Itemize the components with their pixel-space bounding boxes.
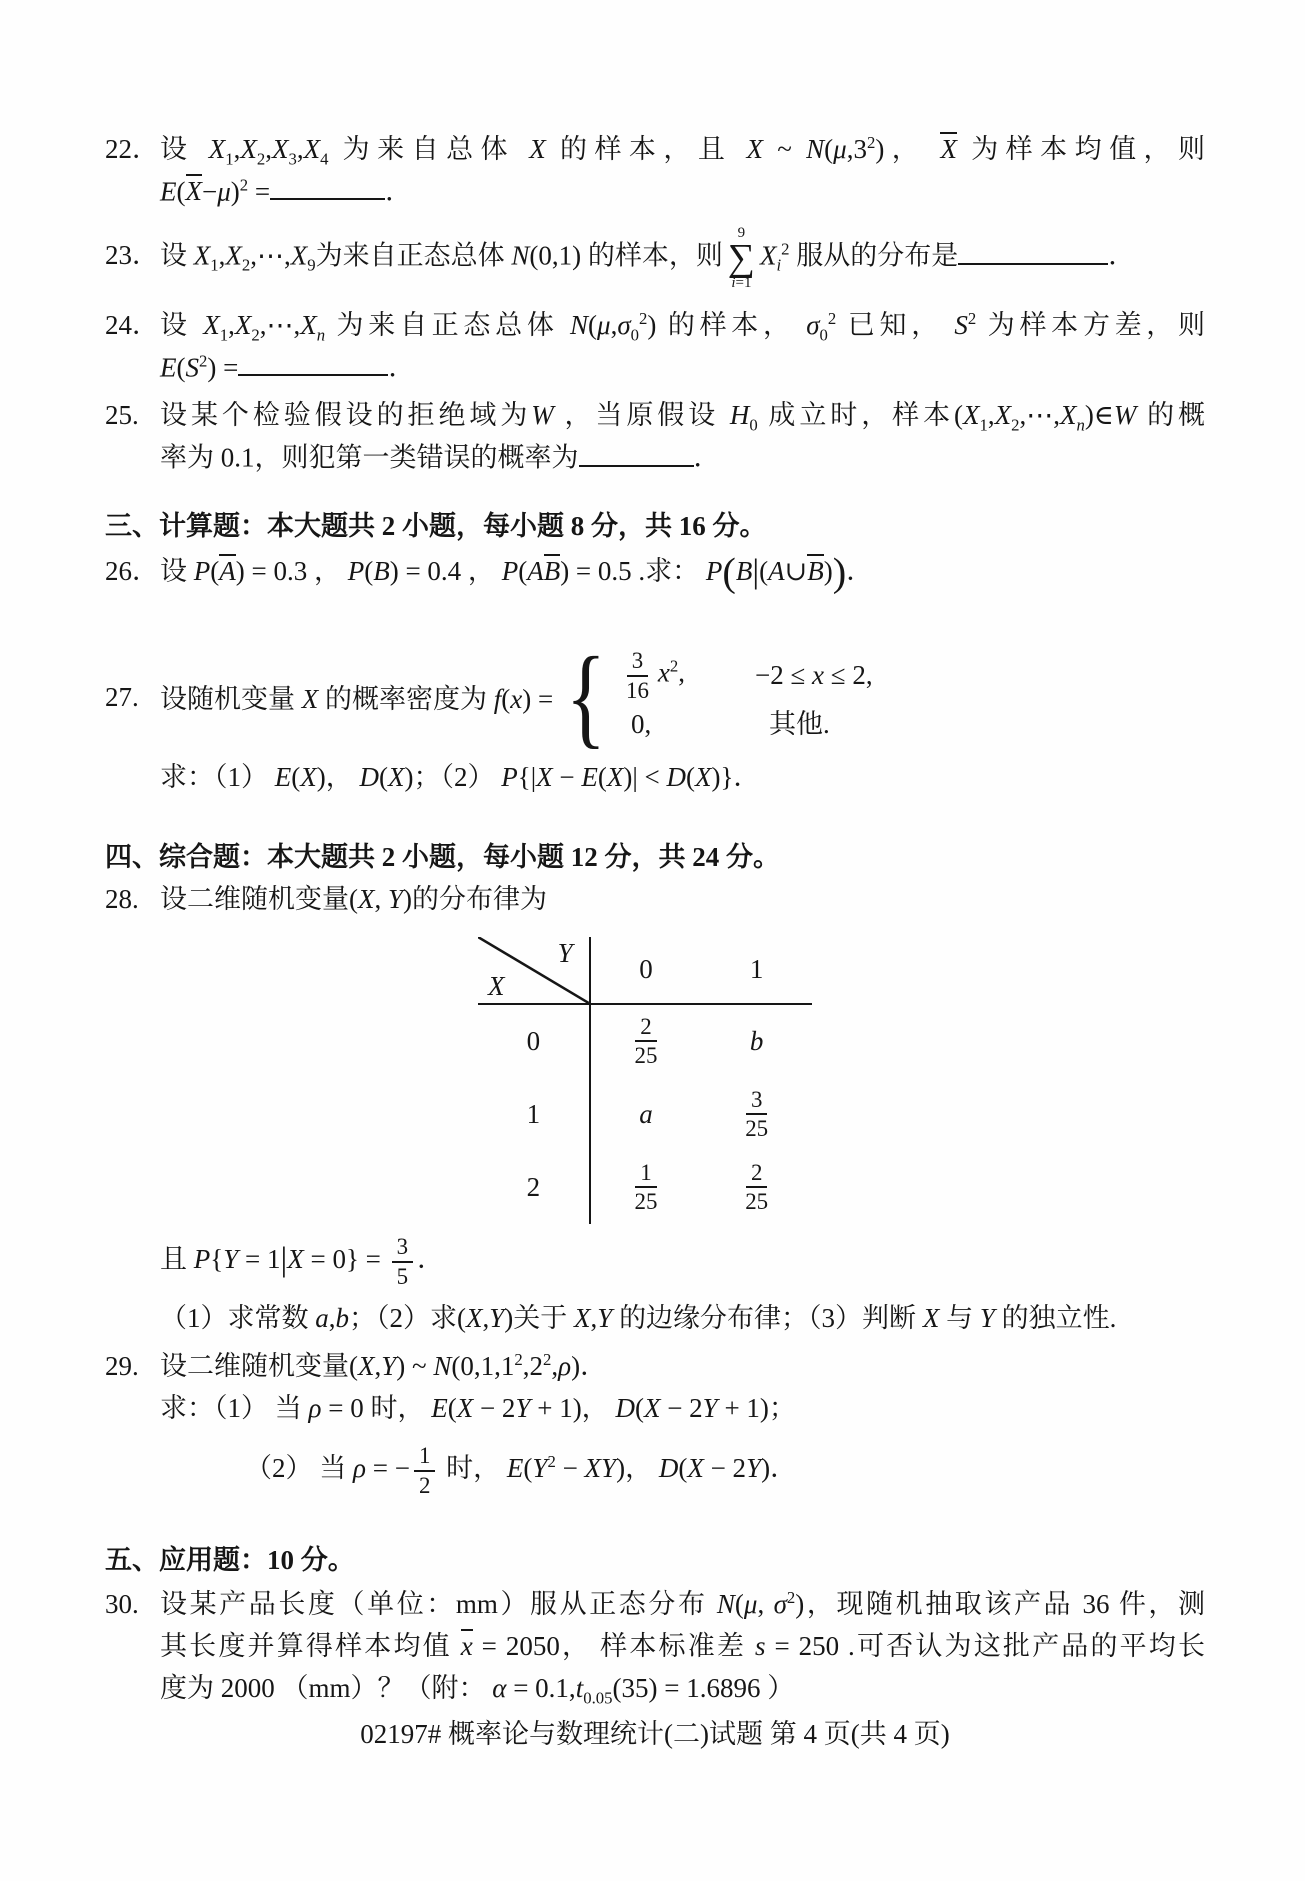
question-26 (105, 550, 1205, 593)
question-22-line-1: 设 $X_1,X_2,X_3,X_4$ 为来自总体 X 的样本，且 X ~ $N(\mu,3^2)$， X 为样本均值，则 (160, 133, 1206, 169)
question-23 (105, 225, 1205, 291)
question-28-intro: 设二维随机变量(X, Y)的分布律为 (160, 883, 548, 914)
question-28-parts: （1）求常数 a,b；（2）求(X,Y)关于 X,Y 的边缘分布律；（3）判断 X 与 Y 的独立性. (160, 1303, 1117, 1334)
case-1-value: $\frac{3}{16}$ $x^2$, (625, 648, 686, 703)
question-28 (105, 878, 1205, 920)
question-25 (105, 394, 1205, 478)
question-24 (105, 304, 1205, 388)
question-29-line-1: 设二维随机变量(X,Y) ~ $N(0,1,1^2,2^2,\rho)$． (160, 1350, 608, 1382)
question-24-number: 24． (105, 309, 159, 340)
row-label: 2 (526, 1171, 541, 1202)
piecewise-case-2 (617, 708, 873, 740)
question-30-line-2: 其长度并算得样本均值 x = 2050， 样本标准差 s = 250 .可否认为这批产品的平均长 (160, 1631, 1205, 1662)
question-22-number: 22． (105, 134, 159, 164)
question-29-line-2: 求：（1） 当 ρ = 0 时， E(X − 2Y + 1)， D(X − 2Y + 1)； (160, 1393, 796, 1424)
piecewise-function (559, 634, 873, 759)
question-23-line-1: 设 $X_1,X_2,\cdots,X_9$为来自正态总体 N(0,1) 的样本，则 9 ∑ i=1 $X_i^2$ 服从的分布是 ． (160, 225, 1136, 291)
question-29 (105, 1345, 1205, 1498)
table-row (478, 1078, 812, 1151)
column-header-1: 1 (701, 937, 812, 1005)
table-row (478, 1151, 812, 1224)
corner-label-y: Y (557, 937, 573, 968)
row-label: 0 (526, 1025, 541, 1056)
question-26-number: 26． (105, 555, 159, 586)
row-label: 1 (526, 1098, 541, 1129)
question-22-line-2: $E(X-\mu)^2$ = ． (160, 170, 1205, 212)
table-cell: a (589, 1078, 702, 1151)
question-30 (105, 1583, 1205, 1709)
question-26-line-1: 设 P(A) = 0.3 ， P(B) = 0.4 ， P(AB) = 0.5 .求： P(B|(A∪B))． (160, 549, 874, 595)
question-24-line-1: 设 $X_1,X_2,\cdots,X_n$ 为来自正态总体 $N(\mu,\sigma_0^2)$ 的样本， $\sigma_0^2$ 已知， $S^2$ 为样本方差，则 (160, 308, 1206, 345)
piecewise-case-1 (617, 648, 873, 703)
question-23-number: 23． (105, 240, 159, 271)
distribution-table (478, 937, 812, 1224)
column-header-0: 0 (589, 937, 702, 1005)
table-cell: $\frac{2}{25}$ (589, 1005, 702, 1078)
question-22 (105, 128, 1205, 212)
left-brace: { (565, 634, 607, 759)
question-27-ask: 求：（1） E(X)， D(X)；（2） P{|X − E(X)| < D(X)}． (160, 761, 761, 792)
corner-label-x: X (488, 971, 505, 1002)
table-header-row (478, 937, 812, 1005)
question-24-line-2: $E(S^2)$ = ． (160, 346, 1205, 388)
question-27-formula-row (160, 634, 1205, 759)
page-footer: 02197# 概率论与数理统计(二)试题 第 4 页(共 4 页) (360, 1719, 950, 1750)
case-2-value: 0, (630, 709, 652, 740)
section-3-title: 三、计算题：本大题共 2 小题，每小题 8 分，共 16 分。 (105, 510, 767, 541)
table-cell: b (749, 1025, 764, 1056)
question-30-line-3: 度为 2000 （mm）？（附： $\alpha = 0.1,t_{0.05}(35) = 1.6896$ ） (160, 1673, 795, 1708)
table-cell: $\frac{2}{25}$ (745, 1159, 769, 1215)
question-29-line-3: （2） 当 ρ = − $\frac{1}{2}$ 时， $E(Y^2 - XY)$， D(X − 2Y)． (245, 1443, 798, 1498)
question-27-number: 27. (105, 681, 139, 712)
question-29-number: 29. (105, 1351, 139, 1382)
table-cell: $\frac{1}{25}$ (589, 1151, 702, 1224)
question-25-number: 25. (105, 400, 139, 431)
table-corner-cell (478, 937, 589, 1005)
question-27-intro: 设随机变量 X 的概率密度为 f(x) = (160, 684, 554, 715)
question-28-number: 28. (105, 883, 139, 914)
section-4-title: 四、综合题：本大题共 2 小题，每小题 12 分，共 24 分。 (105, 841, 780, 872)
case-2-condition: 其他. (768, 709, 830, 740)
section-5-title: 五、应用题：10 分。 (105, 1545, 355, 1576)
question-30-number: 30. (105, 1589, 139, 1620)
question-25-line-2: 率为 0.1，则犯第一类错误的概率为 ． (160, 436, 1205, 478)
table-row (478, 1005, 812, 1078)
question-25-line-1: 设某个检验假设的拒绝域为W ，当原假设 $H_0$ 成立时，样本$(X_1,X_2,\cdots,X_n)\in W$ 的概 (160, 400, 1206, 435)
question-27 (105, 634, 1205, 798)
case-1-condition: −2 ≤ x ≤ 2, (754, 660, 873, 691)
question-30-line-1: 设某产品长度（单位：mm）服从正态分布 N(μ, $\sigma^2$)，现随机抽取该产品 36 件，测 (160, 1588, 1205, 1620)
question-28-condition: 且 P{Y = 1|X = 0} = $\frac{3}{5}$ ． (160, 1234, 445, 1289)
table-cell: $\frac{3}{25}$ (745, 1086, 769, 1142)
